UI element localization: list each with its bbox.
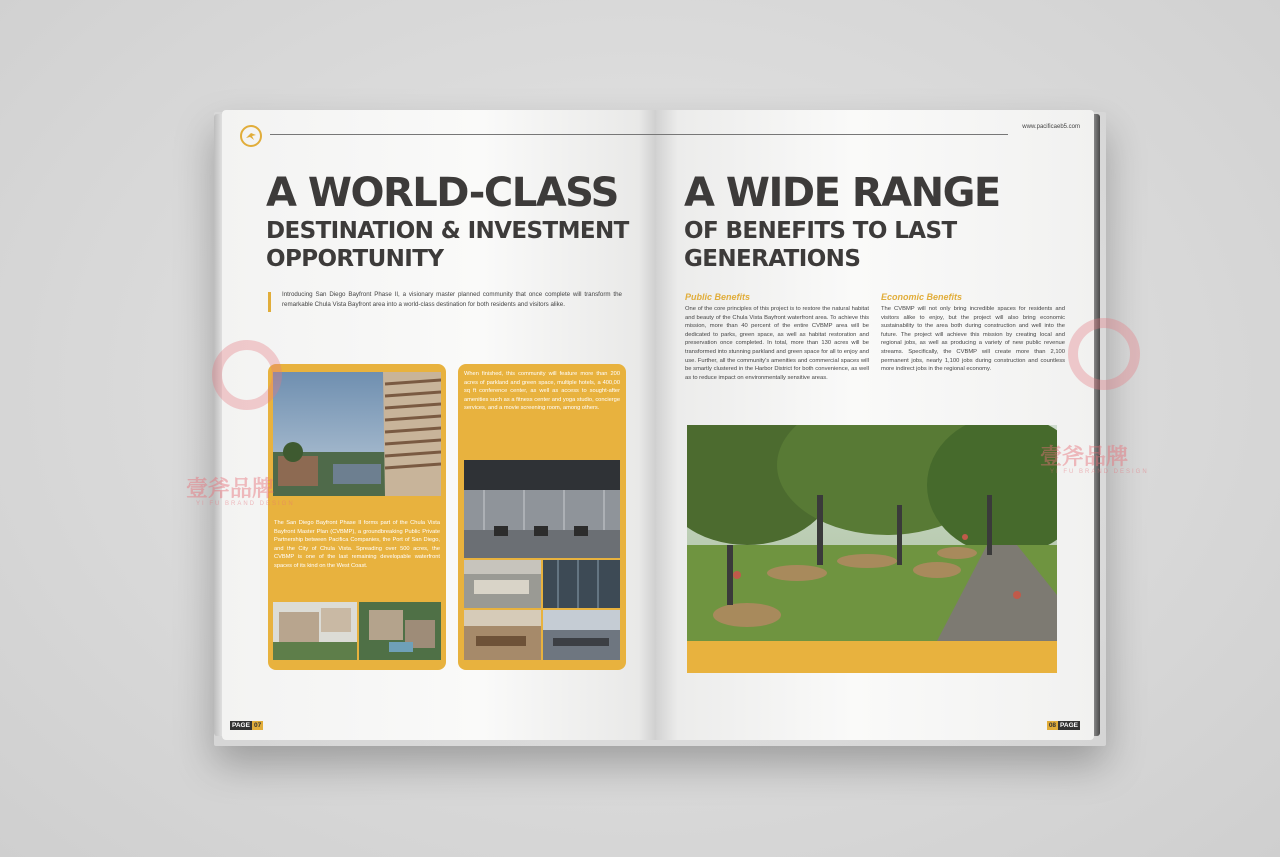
office-image — [543, 610, 620, 660]
panel1-text: The San Diego Bayfront Phase II forms part of the Chula Vista Bayfront Master Plan (CVBMP), a groundbreaking Public Private Partnership between Pacifica Companies, the Port of San Diego, and the City of Chula Vista. Spreading over 500 acres, the CVBMP is one of the last remaining developable waterfront spaces of its kind on the West Coast. — [274, 520, 440, 569]
page-subtitle-line1: DESTINATION & INVESTMENT — [266, 218, 629, 244]
page-subtitle-line1: OF BENEFITS TO LAST — [684, 218, 957, 244]
watermark-sub-right: YI FU BRAND DESIGN — [1050, 469, 1149, 475]
panel2-text: When finished, this community will feature more than 200 acres of parkland and green space, multiple hotels, a 400,00 sq ft conference center, as well as access to sought-after amenities such as a fitness center and yoga studio, concierge services, and a movie screening room, among others. — [464, 371, 620, 412]
page-subtitle-line2: GENERATIONS — [684, 246, 861, 272]
page-number: 08 — [1048, 722, 1057, 729]
left-page — [222, 110, 656, 740]
page-number: 07 — [253, 722, 262, 729]
fitness-center-image — [464, 460, 620, 558]
watermark-sub-left: YI FU BRAND DESIGN — [196, 501, 295, 507]
public-benefits-text: One of the core principles of this project is to restore the natural habitat and beauty of the Chula Vista Bayfront waterfront area. To achieve this mission, more than 40 percent of the entire CVBMP area will be dedicated to parks, green space, as well as habitat restoration and preservation once completed. In total, more than 130 acres will be transformed into stunning parkland and green space for all to enjoy and use. Further, all the community's amenities and commercial spaces will be smartly clustered in the Harbor District for both convenience, as well as to reduce impact on environmentally sensitive areas. — [685, 306, 869, 381]
site-url: www.pacificaeb5.com — [1022, 124, 1080, 130]
public-benefits-heading: Public Benefits — [685, 292, 751, 302]
building-render-image — [273, 372, 441, 496]
conference-room-image — [464, 610, 541, 660]
watermark-text-right: 壹斧品牌 — [1040, 445, 1129, 470]
intro-accent-bar — [268, 292, 271, 312]
aerial-render-image-2 — [359, 602, 441, 660]
info-panel-1 — [268, 364, 446, 670]
page-title: A WIDE RANGE — [684, 170, 1000, 216]
right-page — [656, 110, 1094, 740]
page-title: A WORLD-CLASS — [266, 170, 618, 216]
page-number-right — [1047, 721, 1080, 730]
page-subtitle-line2: OPPORTUNITY — [266, 246, 444, 272]
lounge-image — [464, 560, 541, 608]
economic-benefits-text: The CVBMP will not only bring incredible spaces for residents and visitors alike to enjoy, but the project will also bring economic sustainability to the area both during construction and well into the future. The project will achieve this mission by creating local and regional jobs, as well as producing a variety of new public revenue streams. Specifically, the CVBMP will create more than 2,100 permanent jobs, nearly 1,100 jobs during construction and countless more indirect jobs in the regional economy. — [881, 306, 1065, 373]
intro-paragraph: Introducing San Diego Bayfront Phase II, a visionary master planned community that once complete will transform the remarkable Chula Vista Bayfront area into a world-class destination for both residents and visitors alike. — [282, 291, 622, 308]
bird-logo-icon — [240, 125, 262, 147]
aerial-render-image-1 — [273, 602, 357, 660]
image-caption-band — [687, 641, 1057, 673]
page-label: PAGE — [1060, 722, 1078, 729]
economic-benefits-heading: Economic Benefits — [881, 292, 963, 302]
glass-room-image — [543, 560, 620, 608]
watermark-text-left: 壹斧品牌 — [186, 477, 275, 502]
watermark-logo-icon — [212, 340, 282, 410]
park-render-image — [687, 425, 1057, 641]
page-label: PAGE — [232, 722, 250, 729]
header-rule — [270, 134, 656, 135]
info-panel-2 — [458, 364, 626, 670]
watermark-logo-icon — [1068, 318, 1140, 390]
page-number-left — [230, 721, 263, 730]
header-rule — [656, 134, 1008, 135]
